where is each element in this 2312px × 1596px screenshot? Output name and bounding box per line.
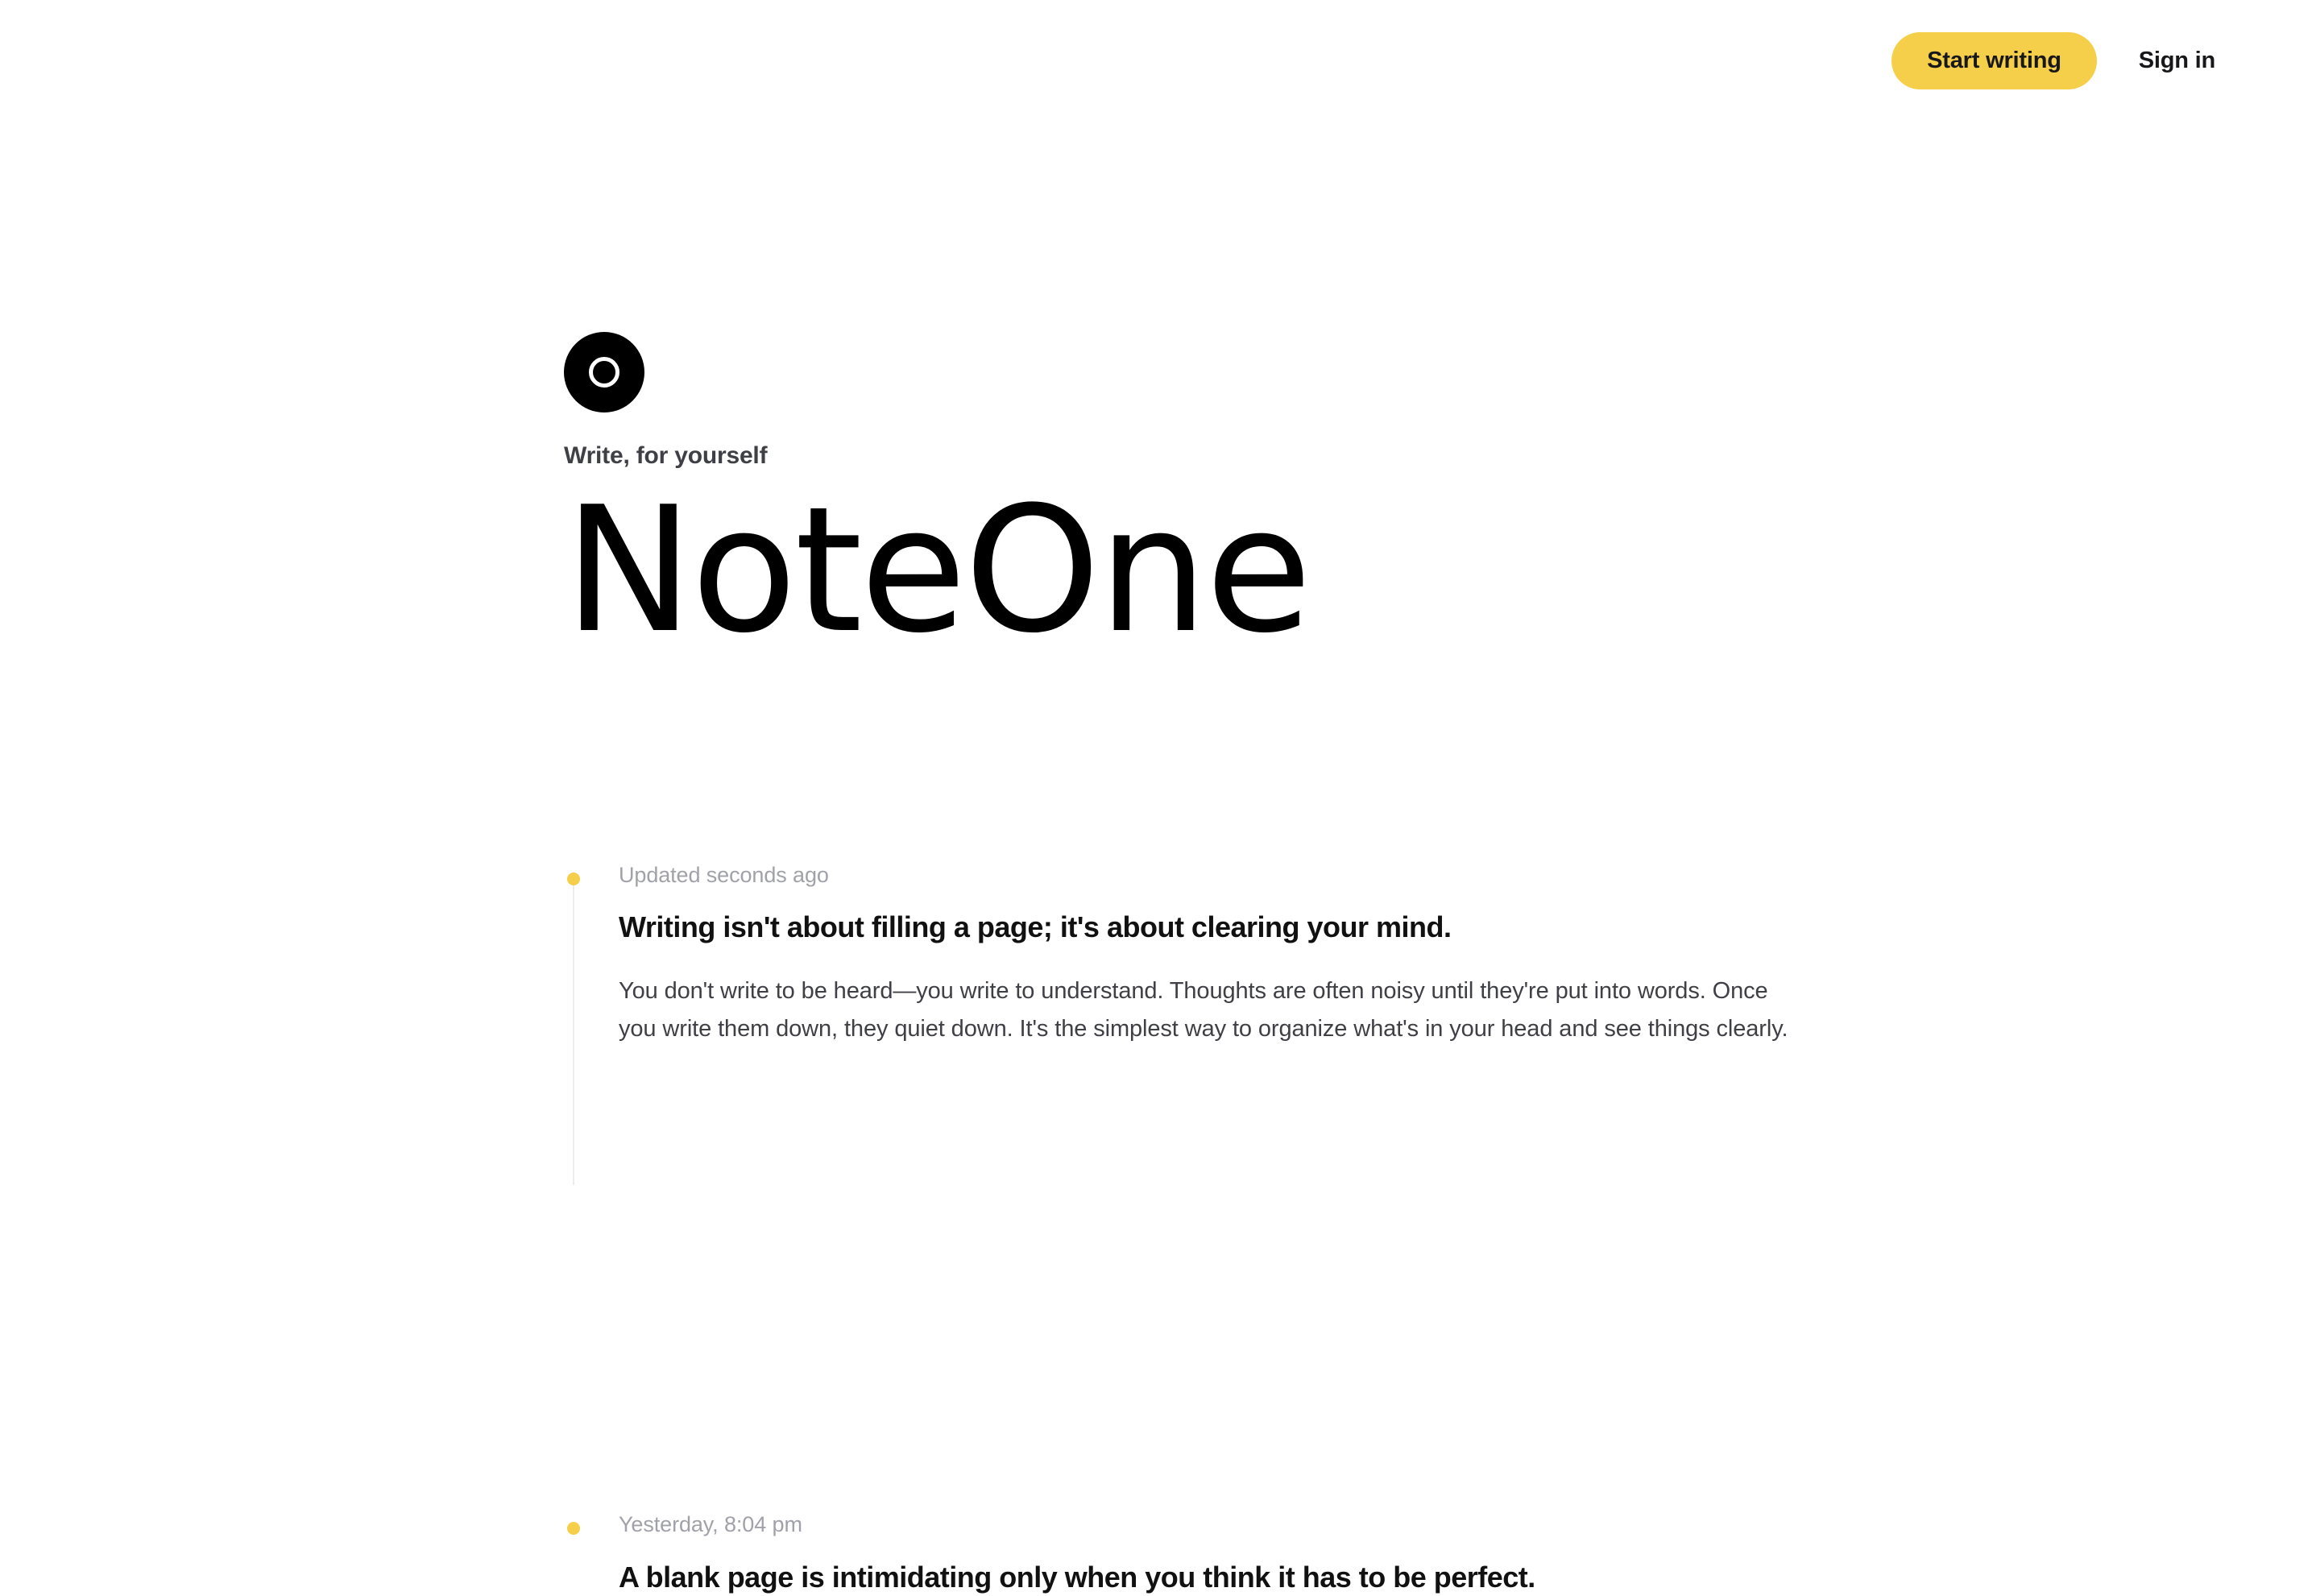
notes-feed <box>564 862 1853 1596</box>
top-navigation-bar <box>0 0 2312 121</box>
circle-ring-inner <box>589 357 619 388</box>
sign-in-link[interactable]: Sign in <box>2138 47 2215 73</box>
list-item[interactable] <box>564 1511 1853 1596</box>
list-item[interactable] <box>564 862 1853 1177</box>
note-body: You don't write to be heard—you write to understand. Thoughts are often noisy until they're put into words. Once you write them down, they quiet down. It's the simplest way to organize what's in your head and see things clearly. <box>619 978 1788 1043</box>
note-timestamp: Yesterday, 8:04 pm <box>619 1512 802 1537</box>
note-timestamp: Updated seconds ago <box>619 863 829 887</box>
note-spacer <box>619 1048 1853 1177</box>
note-title: Writing isn't about filling a page; it's about clearing your mind. <box>619 910 1452 944</box>
hero-tagline: Write, for yourself <box>564 442 768 469</box>
page-title: NoteOne <box>564 469 1310 671</box>
hero-section <box>564 332 1772 671</box>
note-title: A blank page is intimidating only when you think it has to be perfect. <box>619 1560 1535 1594</box>
timeline-dot-icon <box>567 1522 580 1535</box>
timeline-dot-icon <box>567 873 580 885</box>
circle-ring-icon <box>564 332 644 412</box>
timeline-rail <box>573 880 574 1185</box>
start-writing-button[interactable]: Start writing <box>1891 32 2097 89</box>
